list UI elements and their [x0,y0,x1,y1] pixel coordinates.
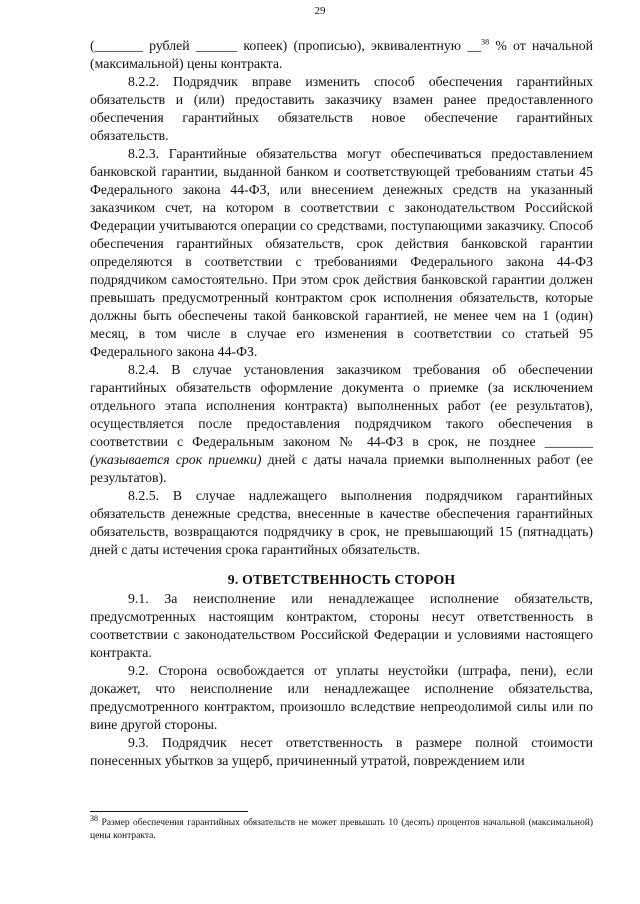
acceptance-term-hint: (указывается срок приемки) [90,452,262,467]
paragraph-9-2: 9.2. Сторона освобождается от уплаты неустойки (штрафа, пени), если докажет, что неисполнение или ненадлежащее исполнение обязательства, предусмотренного контрактом, произошло вследствие непреодолимой силы или по вине другой стороны. [90,663,593,732]
footnote-ref-38[interactable]: 38 [481,37,490,47]
footnote-text: Размер обеспечения гарантийных обязательств не может превышать 10 (десять) процентов начальной (максимальной) цены контракта. [90,818,593,841]
paragraph-8-2-3: 8.2.3. Гарантийные обязательства могут обеспечиваться предоставлением банковской гарантии, выданной банком и соответствующей требованиям статьи 45 Федерального закона 44-ФЗ, или внесением денежных средств на указанный заказчиком счет, на котором в соответствии с законодательством Российской Федерации учитываются операции со средствами, поступающими заказчику. Способ обеспечения гарантийных обязательств, срок действия банковской гарантии определяются в соответствии с требованиями Федерального закона 44-ФЗ подрядчиком самостоятельно. При этом срок действия банковской гарантии должен превышать предусмотренный контрактом срок исполнения обязательств, которые должны быть обеспечены такой банковской гарантией, не менее чем на 1 (один) месяц, в том числе в случае его изменения в соответствии со статьей 95 Федерального закона 44-ФЗ. [90,146,593,359]
paragraph-amount [90,37,593,73]
footnote-38 [90,813,593,843]
page-number: 29 [314,5,326,17]
paragraph-9-3: 9.3. Подрядчик несет ответственность в размере полной стоимости понесенных убытков за ущерб, причиненный утратой, повреждением или [90,735,593,768]
paragraph-8-2-4 [90,361,593,487]
paragraph-8-2-4-end: дней с даты начала приемки выполненных работ (ее результатов). [90,452,593,485]
page-body [90,37,593,770]
paragraph-8-2-5: 8.2.5. В случае надлежащего выполнения подрядчиком гарантийных обязательств денежные средства, внесенные в качестве обеспечения гарантийных обязательств, возвращаются подрядчику в срок, не превышающий 15 (пятнадцать) дней с даты истечения срока гарантийных обязательств. [90,488,593,557]
amount-text-end: % от начальной (максимальной) цены контракта. [90,38,593,71]
footnote-marker: 38 [90,813,98,823]
amount-text-start: (_______ рублей ______ копеек) (прописью), эквивалентную __ [90,38,482,53]
section-9-title: 9. ОТВЕТСТВЕННОСТЬ СТОРОН [227,572,456,587]
footnote-separator [90,811,248,812]
paragraph-9-1: 9.1. За неисполнение или ненадлежащее исполнение обязательств, предусмотренных настоящим контрактом, стороны несут ответственность в соответствии с законодательством Российской Федерации и условиями настоящего контракта. [90,591,593,660]
paragraph-8-2-4-start: 8.2.4. В случае установления заказчиком требования об обеспечении гарантийных обязательств оформление документа о приемке (за исключением отдельного этапа исполнения контракта) выполненных работ (ее результатов), осуществляется после предоставления подрядчиком такого обеспечения в соответствии с Федеральным законом № 44-ФЗ в срок, не позднее _______ [90,362,593,449]
paragraph-8-2-2: 8.2.2. Подрядчик вправе изменить способ обеспечения гарантийных обязательств и (или) предоставить заказчику взамен ранее предоставленного обеспечения гарантийных обязательств новое обеспечение гарантийных обязательств. [90,74,593,143]
